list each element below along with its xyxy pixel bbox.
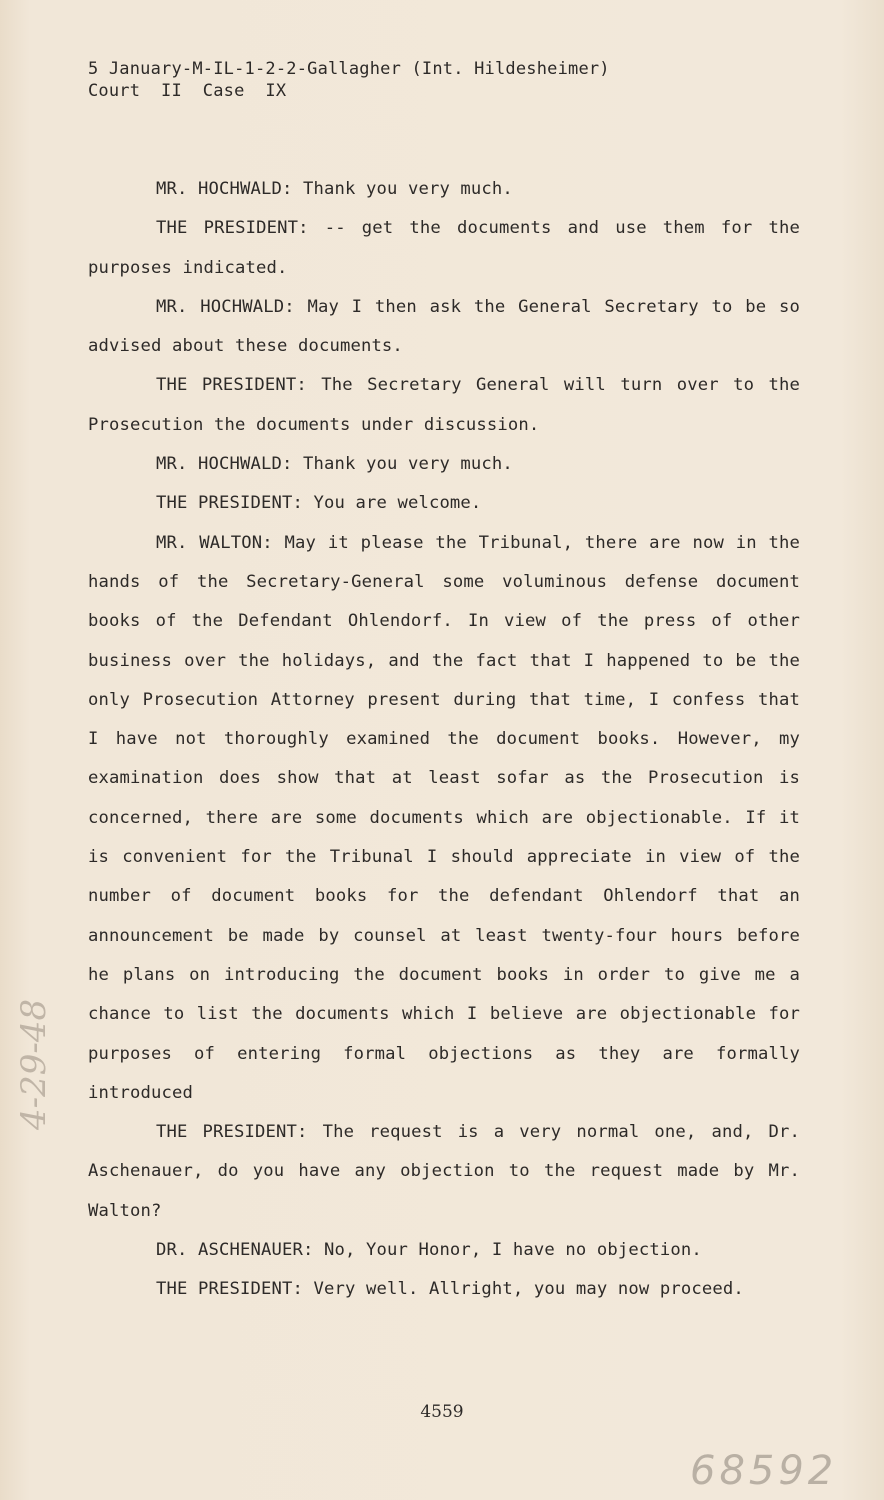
- paragraph-7: MR. WALTON: May it please the Tribunal, there are now in the hands of the Secretary-General some voluminous defense document books of the Defendant Ohlendorf. In view of the press of other business over the holidays, and the fact that I happened to be the only Prosecution Attorney present during that time, I confess that I have not thoroughly examined the document books. However, my examination does show that at least sofar as the Prosecution is concerned, there are some documents which are objectionable. If it is convenient for the Tribunal I should appreciate in view of the number of document books for the defendant Ohlendorf that an announcement be made by counsel at least twenty-four hours before he plans on introducing the document books in order to give me a chance to list the documents which I believe are objectionable for purposes of entering formal objections as they are formally introduced: [88, 532, 800, 1103]
- transcript-header: [88, 58, 610, 102]
- paragraph-9: DR. ASCHENAUER: No, Your Honor, I have no objection.: [156, 1240, 702, 1261]
- paragraph-3: MR. HOCHWALD: May I then ask the General Secretary to be so advised about these documents.: [88, 296, 800, 357]
- paragraph-5: MR. HOCHWALD: Thank you very much.: [156, 454, 513, 475]
- paragraph-8: THE PRESIDENT: The request is a very normal one, and, Dr. Aschenauer, do you have any objection to the request made by Mr. Walton?: [88, 1122, 800, 1221]
- handwritten-margin-note: 4-29-48: [14, 998, 54, 1130]
- header-line-date: 5 January-M-IL-1-2-2-Gallagher (Int. Hildesheimer): [88, 59, 610, 79]
- paragraph-2: THE PRESIDENT: -- get the documents and use them for the purposes indicated.: [88, 218, 800, 278]
- header-line-court: Court II Case IX: [88, 81, 287, 101]
- paragraph-4: THE PRESIDENT: The Secretary General will turn over to the Prosecution the documents under discussion.: [88, 375, 800, 435]
- paragraph-10: THE PRESIDENT: Very well. Allright, you may now proceed.: [156, 1279, 744, 1300]
- page-number: 4559: [420, 1402, 464, 1422]
- paragraph-6: THE PRESIDENT: You are welcome.: [156, 493, 482, 514]
- archive-stamp-number: 68592: [690, 1448, 838, 1494]
- paragraph-1: MR. HOCHWALD: Thank you very much.: [156, 179, 513, 199]
- transcript-body: [88, 170, 800, 1310]
